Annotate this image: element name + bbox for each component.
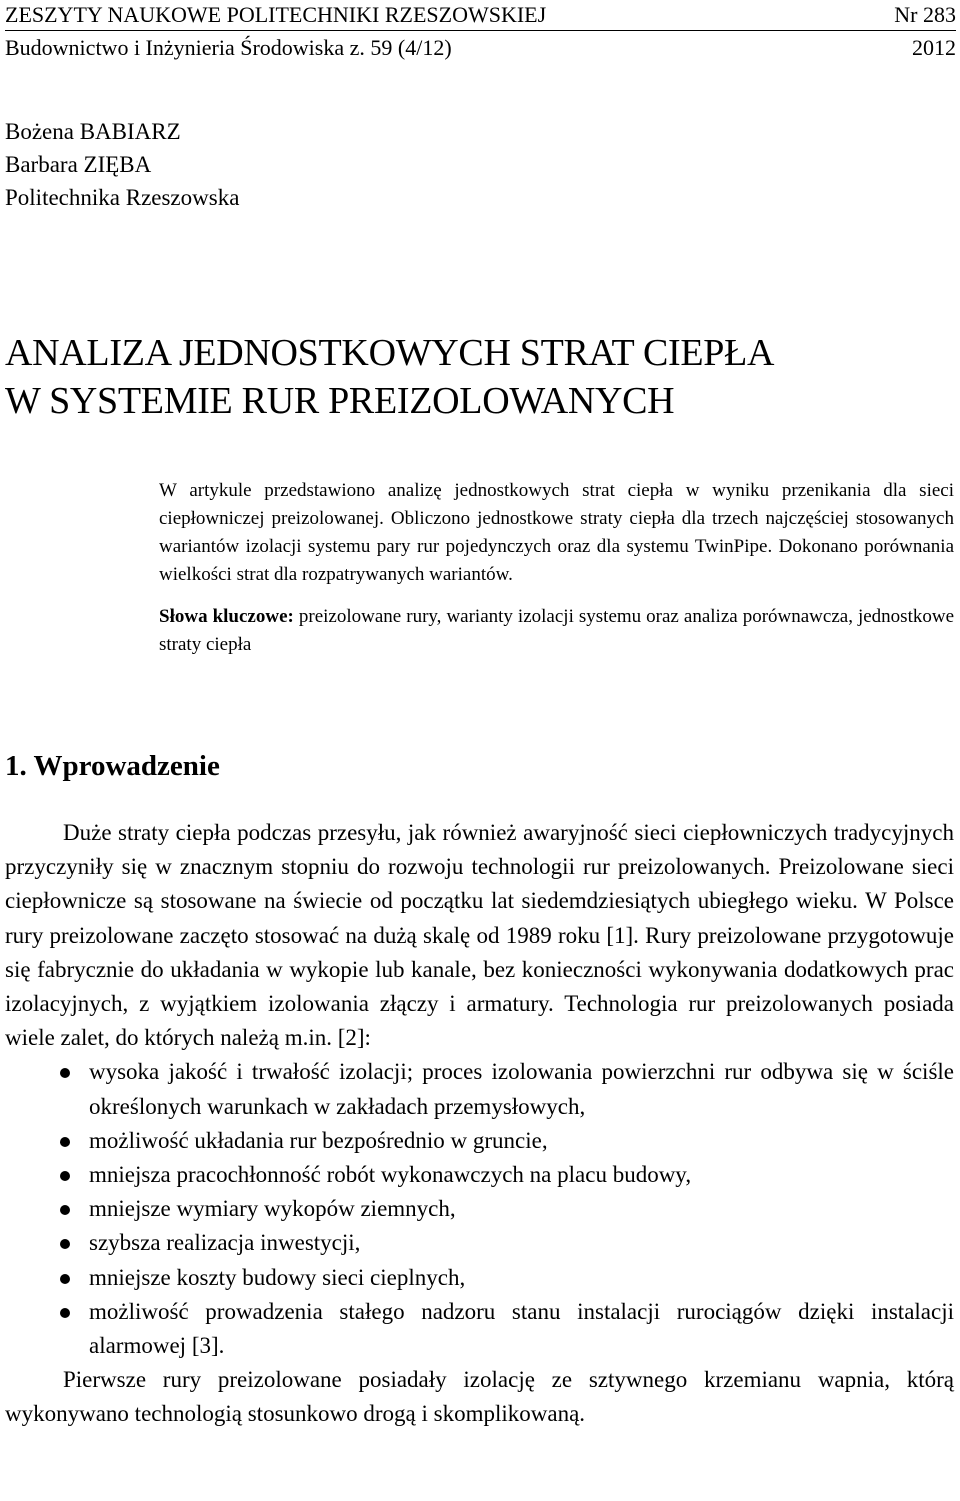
list-item [5,1192,954,1226]
author-name: Barbara ZIĘBA [5,152,152,177]
section-heading: 1. Wprowadzenie [5,750,220,782]
bullet-icon [60,1137,70,1147]
section-body [5,816,954,1432]
bullet-icon [60,1274,70,1284]
bullet-icon [60,1239,70,1249]
list-item [5,1226,954,1260]
title-line: ANALIZA JEDNOSTKOWYCH STRAT CIEPŁA [5,332,775,374]
body-paragraph: Duże straty ciepła podczas przesyłu, jak również awaryjność sieci ciepłowniczych tradycyjnych przyczyniły się w znacznym stopniu do rozwoju technologii rur preizolowanych. Preizolowane sieci ciepłownicze są stosowane na świecie od początku lat siedemdziesiątych ubiegłego wieku. W Polsce rury preizolowane zaczęto stosować na dużą skalę od 1989 roku [1]. Rury preizolowane przygotowuje się fabrycznie do układania w wykopie lub kanale, bez konieczności wykonywania dodatkowych prac izolacyjnych, z wyjątkiem izolowania złączy i armatury. Technologia rur preizolowanych posiada wiele zalet, do których należą m.in. [2]: [5,820,954,1051]
journal-header-line [5,0,956,31]
list-item [5,1055,954,1123]
series-header-line [5,33,956,63]
author-name: Bożena BABIARZ [5,119,181,144]
list-item [5,1295,954,1363]
keywords [159,603,954,659]
list-item-text: mniejsza pracochłonność robót wykonawczych na placu budowy, [89,1162,692,1188]
paper-title [5,329,774,425]
journal-name: ZESZYTY NAUKOWE POLITECHNIKI RZESZOWSKIEJ [5,2,547,27]
list-item-text: możliwość prowadzenia stałego nadzoru stanu instalacji rurociągów dzięki instalacji alarmowej [3]. [89,1298,954,1359]
keywords-label: Słowa kluczowe: [159,606,294,627]
keywords-text: preizolowane rury, warianty izolacji systemu oraz analiza porównawcza, jednostkowe straty ciepła [159,606,955,655]
bullet-icon [60,1308,70,1318]
list-item [5,1124,954,1158]
issue-number: Nr 283 [894,2,956,27]
list-item [5,1261,954,1295]
author-block [5,115,239,214]
list-item-text: szybsza realizacja inwestycji, [89,1230,361,1256]
list-item-text: wysoka jakość i trwałość izolacji; proces izolowania powierzchni rur odbywa się w ściśle określonych warunkach w zakładach przemysłowych, [89,1059,954,1119]
abstract [159,477,954,659]
abstract-text: W artykule przedstawiono analizę jednostkowych strat ciepła w wyniku przenikania dla sieci ciepłowniczej preizolowanej. Obliczono jednostkowe straty ciepła dla trzech najczęściej stosowanych wariantów izolacji systemu pary rur pojedynczych oraz dla systemu TwinPipe. Dokonano porównania wielkości strat dla rozpatrywanych wariantów. [159,480,954,585]
title-line: W SYSTEMIE RUR PREIZOLOWANYCH [5,380,675,422]
list-item-text: mniejsze wymiary wykopów ziemnych, [89,1196,456,1222]
bullet-icon [60,1171,70,1181]
author-affiliation: Politechnika Rzeszowska [5,185,240,210]
list-item-text: mniejsze koszty budowy sieci cieplnych, [89,1264,466,1290]
bullet-icon [60,1205,70,1215]
series-name: Budownictwo i Inżynieria Środowiska z. 59 (4/12) [5,35,452,60]
list-item [5,1158,954,1192]
publication-year: 2012 [912,35,956,60]
bullet-icon [60,1068,70,1078]
body-paragraph: Pierwsze rury preizolowane posiadały izolację ze sztywnego krzemianu wapnia, którą wykonywano technologią stosunkowo drogą i skomplikowaną. [5,1367,954,1427]
advantages-list [5,1055,954,1363]
list-item-text: możliwość układania rur bezpośrednio w gruncie, [89,1127,548,1153]
